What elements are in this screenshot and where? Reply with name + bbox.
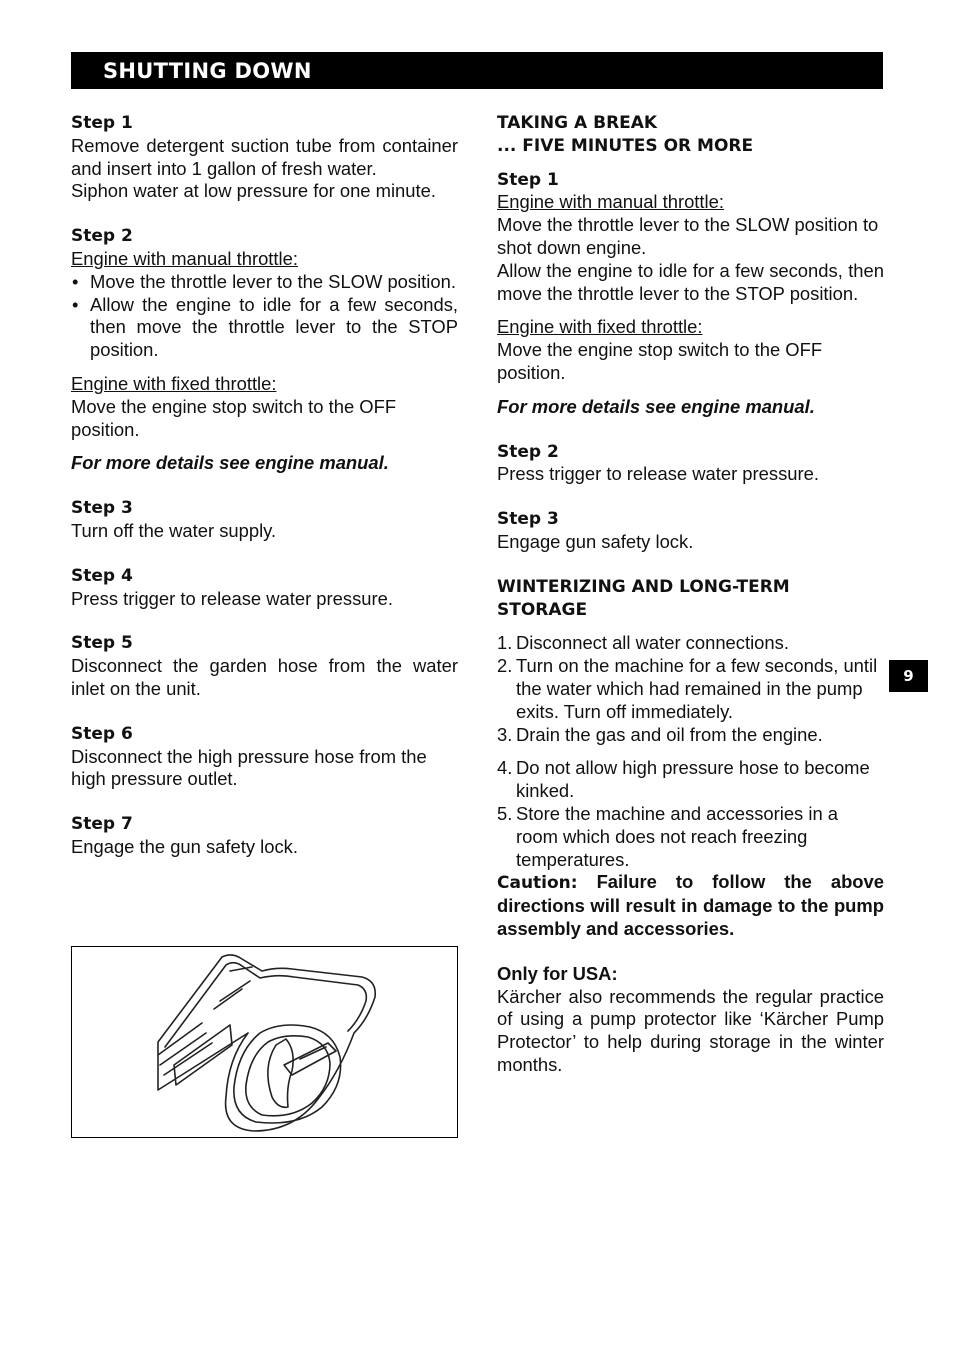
winter-list-b <box>497 757 884 871</box>
list-item: 3. Drain the gas and oil from the engine. <box>497 723 823 745</box>
list-item: • Move the throttle lever to the SLOW position. <box>71 271 458 294</box>
break-title-line1: TAKING A BREAK <box>497 113 658 133</box>
usa-text: Kärcher also recommends the regular practice of using a pump protector like ‘Kärcher Pump Protector’ to help during storage in the winter months. <box>497 985 884 1075</box>
step4-title: Step 4 <box>71 565 133 586</box>
step1-text-1: Remove detergent suction tube from container and insert into 1 gallon of fresh water. <box>71 134 458 179</box>
gun-safety-lock-illustration-icon <box>72 947 457 1137</box>
section-title: SHUTTING DOWN <box>103 59 312 83</box>
step1-title: Step 1 <box>71 113 133 133</box>
winter-title-line2: STORAGE <box>497 599 588 620</box>
right-column <box>497 112 884 1077</box>
break-step2-text: Press trigger to release water pressure. <box>497 463 819 485</box>
step2-bullet-list <box>71 271 458 362</box>
fixed-throttle-text: Move the engine stop switch to the OFF position. <box>71 395 397 440</box>
list-item: 4. Do not allow high pressure hose to become kinked. <box>497 757 870 802</box>
usa-title: Only for USA: <box>497 962 618 984</box>
break-step1-text-1: Move the throttle lever to the SLOW position to shot down engine. <box>497 214 879 258</box>
break-step1-text-2: Allow the engine to idle for a few seconds, then move the throttle lever to the STOP position. <box>497 259 884 304</box>
step5-text: Disconnect the garden hose from the water inlet on the unit. <box>71 655 458 699</box>
break-step3-text: Engage gun safety lock. <box>497 530 694 552</box>
step6-title: Step 6 <box>71 723 133 744</box>
engine-manual-note: For more details see engine manual. <box>71 452 389 474</box>
break-step1-title: Step 1 <box>497 169 559 190</box>
break-step2-title: Step 2 <box>497 441 559 462</box>
manual-throttle-label: Engine with manual throttle: <box>71 247 298 269</box>
page-number-tab: 9 <box>889 660 928 692</box>
break-manual-throttle-label: Engine with manual throttle: <box>497 191 724 213</box>
step1-text-2: Siphon water at low pressure for one minute. <box>71 180 436 202</box>
break-fixed-throttle-label: Engine with fixed throttle: <box>497 316 703 338</box>
list-item: 5. Store the machine and accessories in a room which does not reach freezing temperatures. <box>497 802 839 870</box>
winter-title-line1: WINTERIZING AND LONG-TERM <box>497 576 790 597</box>
list-item: 1. Disconnect all water connections. <box>497 632 789 654</box>
left-column <box>71 112 458 859</box>
list-item: • Allow the engine to idle for a few seconds, then move the throttle lever to the STOP position. <box>71 294 458 362</box>
caution-text: Failure to follow the above directions will result in damage to the pump assembly and accessories. <box>497 871 884 939</box>
step3-text: Turn off the water supply. <box>71 519 277 541</box>
fixed-throttle-label: Engine with fixed throttle: <box>71 372 277 394</box>
caution-paragraph <box>497 871 884 940</box>
list-item: 2. Turn on the machine for a few seconds, until the water which had remained in the pump exits. Turn off immediately. <box>497 655 878 722</box>
step6-text: Disconnect the high pressure hose from the high pressure outlet. <box>71 745 427 790</box>
section-header-bar <box>71 52 883 89</box>
gun-safety-lock-figure <box>71 946 458 1138</box>
break-engine-manual-note: For more details see engine manual. <box>497 395 815 417</box>
step2-title: Step 2 <box>71 226 133 247</box>
break-fixed-throttle-text: Move the engine stop switch to the OFF position. <box>497 339 823 383</box>
step5-title: Step 5 <box>71 633 133 654</box>
step3-title: Step 3 <box>71 498 133 519</box>
caution-label: Caution: <box>497 873 578 894</box>
step4-text: Press trigger to release water pressure. <box>71 587 393 609</box>
winter-list-a <box>497 632 884 746</box>
break-title-line2: ... FIVE MINUTES OR MORE <box>497 135 754 156</box>
step7-title: Step 7 <box>71 814 133 835</box>
step7-text: Engage the gun safety lock. <box>71 835 298 857</box>
break-step3-title: Step 3 <box>497 509 559 530</box>
